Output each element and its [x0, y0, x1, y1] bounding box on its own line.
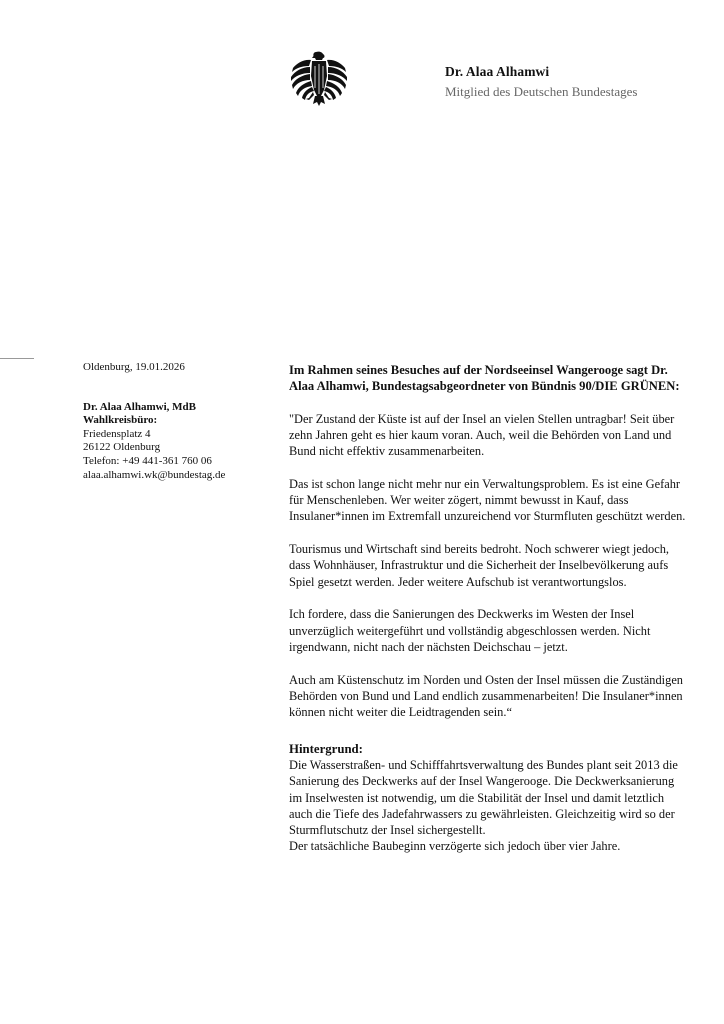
federal-eagle-logo	[287, 46, 351, 110]
office-email: alaa.alhamwi.wk@bundestag.de	[83, 468, 226, 481]
quote-paragraph: Das ist schon lange nicht mehr nur ein Verwaltungsproblem. Es ist eine Gefahr für Menschenleben. Wer weiter zögert, nimmt bewusst in Kauf, dass Insulaner*innen im Extremfall unzureichend vor Sturmfluten geschützt werden.	[289, 476, 686, 524]
office-name: Dr. Alaa Alhamwi, MdB	[83, 400, 196, 413]
lead-paragraph: Im Rahmen seines Besuches auf der Nordseeinsel Wangerooge sagt Dr. Alaa Alhamwi, Bundestagsabgeordneter von Bündnis 90/DIE GRÜNEN:	[289, 363, 680, 394]
fold-mark	[0, 358, 34, 359]
quote-paragraph: Tourismus und Wirtschaft sind bereits bedroht. Noch schwerer wiegt jedoch, dass Wohnhäuser, Infrastruktur und die Sicherheit der Inselbevölkerung aufs Spiel gesetzt werden. Jeder weitere Aufschub ist verantwortungslos.	[289, 542, 670, 589]
office-phone: Telefon: +49 441-361 760 06	[83, 454, 212, 467]
office-label: Wahlkreisbüro:	[83, 414, 158, 427]
press-release-body	[289, 362, 689, 855]
quote-paragraph: Auch am Küstenschutz im Norden und Osten der Insel müssen die Zuständigen Behörden von Bund und Land endlich zusammenarbeiten! Die Insulaner*innen können nicht weiter die Leidtragenden sein.“	[289, 672, 684, 720]
background-heading: Hintergrund:	[289, 741, 363, 756]
header-name: Dr. Alaa Alhamwi	[445, 64, 550, 79]
office-city: 26122 Oldenburg	[83, 441, 161, 454]
header-subtitle: Mitglied des Deutschen Bundestages	[445, 84, 638, 99]
office-street: Friedensplatz 4	[83, 427, 151, 440]
quote-paragraph: Ich fordere, dass die Sanierungen des Deckwerks im Westen der Insel unverzüglich weitergeführt und vollständig abgeschlossen werden. Nicht irgendwann, nicht nach der nächsten Deichschau – jetzt.	[289, 607, 651, 655]
background-last-line: Der tatsächliche Baubeginn verzögerte sich jedoch über vier Jahre.	[289, 839, 621, 854]
quote-paragraph: "Der Zustand der Küste ist auf der Insel an vielen Stellen untragbar! Seit über zehn Jahren geht es hier kaum voran. Auch, weil die Behörden von Land und Bund nicht effektiv zusammenarbeiten.	[289, 411, 675, 459]
letter-date: Oldenburg, 19.01.2026	[83, 361, 185, 373]
sender-info	[83, 361, 258, 482]
background-text: Die Wasserstraßen- und Schifffahrtsverwaltung des Bundes plant seit 2013 die Sanierung des Deckwerks auf der Insel Wangerooge. Die Deckwerksanierung im Inselwesten ist notwendig, um die Stabilität der Insel und damit letztlich auch die Tiefe des Jadefahrwassers zu gewährleisten. Gleichzeitig wird so der Sturmflutschutz der Insel sichergestellt.	[289, 757, 678, 838]
